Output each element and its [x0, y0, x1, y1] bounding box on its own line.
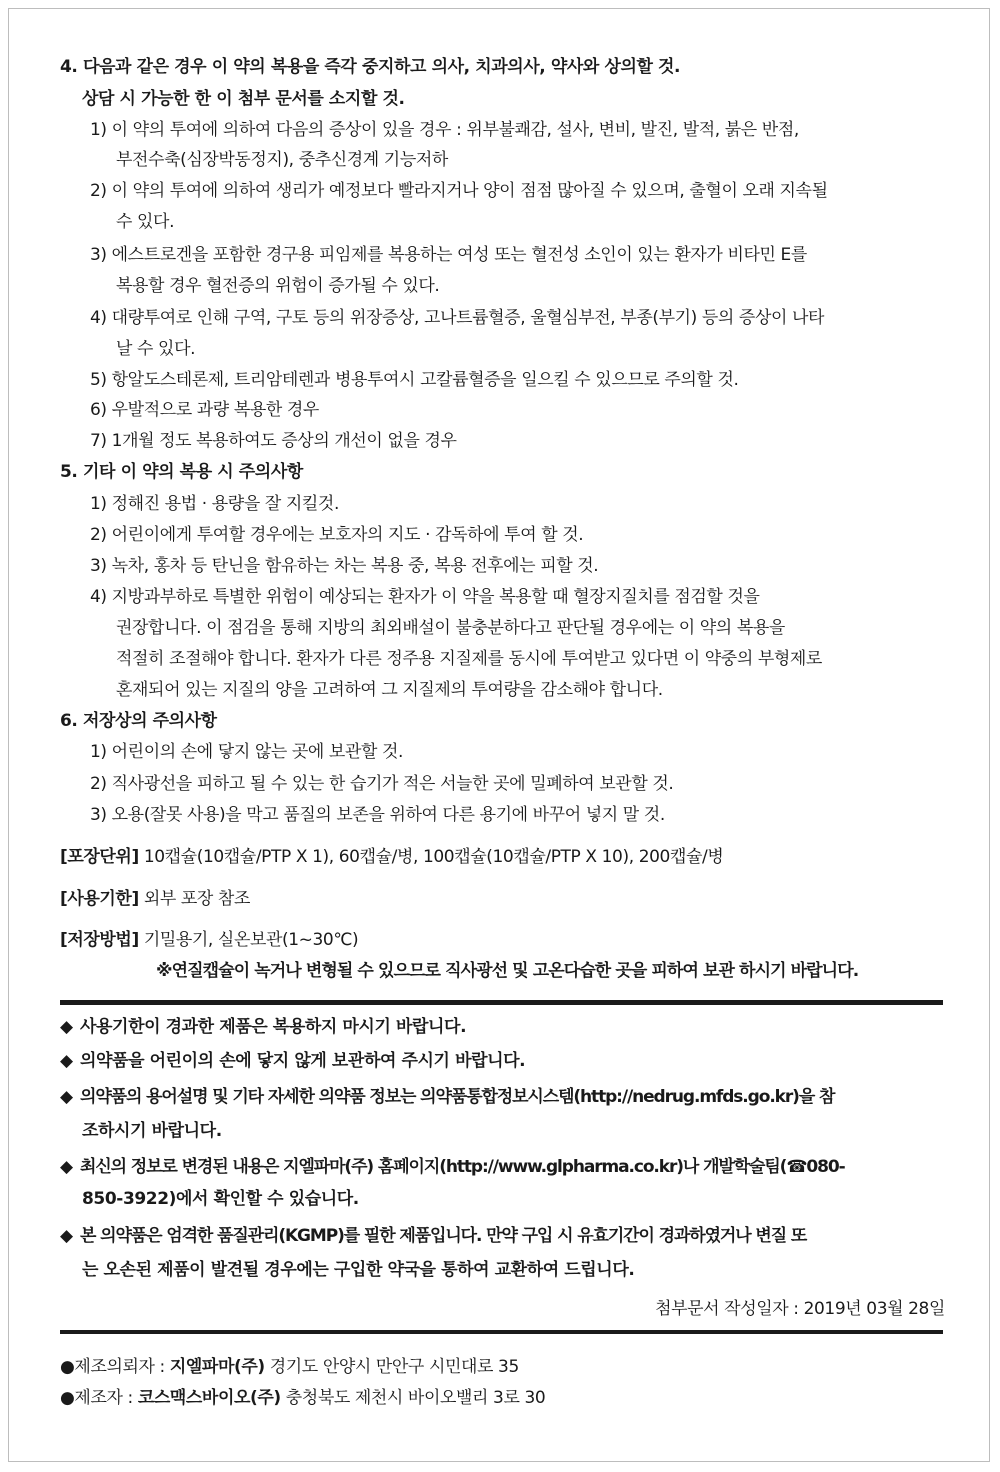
- notice-item: ◆ 사용기한이 경과한 제품은 복용하지 마시기 바랍니다.: [60, 1017, 467, 1037]
- notice-item: ◆ 본 의약품은 엄격한 품질관리(KGMP)를 필한 제품입니다. 만약 구입 시 유효기간이 경과하였거나 변질 또: [60, 1226, 807, 1246]
- storage-label: [저장방법]: [60, 930, 139, 950]
- section5-item: 혼재되어 있는 지질의 양을 고려하여 그 지질제의 투여량을 감소해야 합니다.: [116, 680, 663, 700]
- section5-heading: 5. 기타 이 약의 복용 시 주의사항: [60, 462, 303, 482]
- section6-item: 1) 어린이의 손에 닿지 않는 곳에 보관할 것.: [90, 742, 404, 762]
- section5-item: 4) 지방과부하로 특별한 위험이 예상되는 환자가 이 약을 복용할 때 혈장지질치를 점검할 것을: [90, 587, 760, 607]
- section5-item: 권장합니다. 이 점검을 통해 지방의 최외배설이 불충분하다고 판단될 경우에는 이 약의 복용을: [116, 618, 785, 638]
- maker-address: 충청북도 제천시 바이오밸리 3로 30: [280, 1388, 546, 1408]
- section4-item: 복용할 경우 혈전증의 위험이 증가될 수 있다.: [116, 276, 440, 296]
- diamond-bullet-icon: ◆: [60, 1017, 73, 1037]
- section4-item: 부전수축(심장박동정지), 중추신경계 기능저하: [116, 150, 448, 170]
- section4-item: 수 있다.: [116, 212, 175, 232]
- packaging-value: 10캡슐(10캡슐/PTP X 1), 60캡슐/병, 100캡슐(10캡슐/PTP X 10), 200캡슐/병: [138, 847, 724, 867]
- notice-item-cont: 는 오손된 제품이 발견될 경우에는 구입한 약국을 통하여 교환하여 드립니다.: [82, 1260, 635, 1280]
- section4-item: 날 수 있다.: [116, 339, 196, 359]
- storage-note: ※연질캡슐이 녹거나 변형될 수 있으므로 직사광선 및 고온다습한 곳을 피하여 보관 하시기 바랍니다.: [156, 961, 859, 981]
- section5-item: 3) 녹차, 홍차 등 탄닌을 함유하는 차는 복용 중, 복용 전후에는 피할 것.: [90, 556, 599, 576]
- consignor-prefix: ●제조의뢰자 :: [60, 1357, 170, 1377]
- document-date: 첨부문서 작성일자 : 2019년 03월 28일: [655, 1299, 945, 1319]
- divider-bottom: [60, 1330, 943, 1334]
- storage-value: 기밀용기, 실온보관(1~30℃): [138, 930, 359, 950]
- section4-item: 3) 에스트로겐을 포함한 경구용 피임제를 복용하는 여성 또는 혈전성 소인이 있는 환자가 비타민 E를: [90, 245, 807, 265]
- maker-name: 코스맥스바이오(주): [137, 1388, 281, 1408]
- expiry-label: [사용기한]: [60, 889, 139, 909]
- diamond-bullet-icon: ◆: [60, 1051, 73, 1071]
- maker-prefix: ●제조자 :: [60, 1388, 138, 1408]
- diamond-bullet-icon: ◆: [60, 1157, 72, 1177]
- consignor-address: 경기도 안양시 만안구 시민대로 35: [264, 1357, 519, 1377]
- section6-heading: 6. 저장상의 주의사항: [60, 711, 217, 731]
- diamond-bullet-icon: ◆: [60, 1226, 72, 1246]
- packaging-row: [60, 846, 723, 868]
- notice-item: ◆ 최신의 정보로 변경된 내용은 지엘파마(주) 홈페이지(http://www.glpharma.co.kr)나 개발학술팀(☎080-: [60, 1157, 845, 1177]
- section4-subheading: 상담 시 가능한 한 이 첨부 문서를 소지할 것.: [82, 89, 405, 109]
- section4-item: 5) 항알도스테론제, 트리암테렌과 병용투여시 고칼륨혈증을 일으킬 수 있으므로 주의할 것.: [90, 370, 739, 390]
- storage-row: [60, 929, 358, 951]
- packaging-label: [포장단위]: [60, 847, 139, 867]
- notice-item: ◆ 의약품을 어린이의 손에 닿지 않게 보관하여 주시기 바랍니다.: [60, 1051, 526, 1071]
- section4-item: 1) 이 약의 투여에 의하여 다음의 증상이 있을 경우 : 위부불쾌감, 설사, 변비, 발진, 발적, 붉은 반점,: [90, 120, 799, 140]
- section5-item: 2) 어린이에게 투여할 경우에는 보호자의 지도 · 감독하에 투여 할 것.: [90, 525, 584, 545]
- notice-item: ◆ 의약품의 용어설명 및 기타 자세한 의약품 정보는 의약품통합정보시스템(http://nedrug.mfds.go.kr)을 참: [60, 1087, 835, 1107]
- section6-item: 2) 직사광선을 피하고 될 수 있는 한 습기가 적은 서늘한 곳에 밀폐하여 보관할 것.: [90, 774, 674, 794]
- notice-item-cont: 850-3922)에서 확인할 수 있습니다.: [82, 1189, 359, 1209]
- expiry-value: 외부 포장 참조: [138, 889, 250, 909]
- section4-item: 7) 1개월 정도 복용하여도 증상의 개선이 없을 경우: [90, 431, 457, 451]
- section5-item: 1) 정해진 용법 · 용량을 잘 지킬것.: [90, 494, 339, 514]
- section4-item: 4) 대량투여로 인해 구역, 구토 등의 위장증상, 고나트륨혈증, 울혈심부전, 부종(부기) 등의 증상이 나타: [90, 308, 825, 328]
- consignor-row: [60, 1356, 519, 1378]
- consignor-name: 지엘파마(주): [169, 1357, 265, 1377]
- section6-item: 3) 오용(잘못 사용)을 막고 품질의 보존을 위하여 다른 용기에 바꾸어 넣지 말 것.: [90, 805, 665, 825]
- section4-heading: 4. 다음과 같은 경우 이 약의 복용을 즉각 중지하고 의사, 치과의사, 약사와 상의할 것.: [60, 57, 681, 77]
- section4-item: 2) 이 약의 투여에 의하여 생리가 예정보다 빨라지거나 양이 점점 많아질 수 있으며, 출혈이 오래 지속될: [90, 181, 828, 201]
- section5-item: 적절히 조절해야 합니다. 환자가 다른 정주용 지질제를 동시에 투여받고 있다면 이 약중의 부형제로: [116, 649, 822, 669]
- section4-item: 6) 우발적으로 과량 복용한 경우: [90, 400, 319, 420]
- divider-top: [60, 1000, 943, 1005]
- expiry-row: [60, 888, 250, 910]
- maker-row: [60, 1387, 545, 1409]
- diamond-bullet-icon: ◆: [60, 1087, 72, 1107]
- notice-item-cont: 조하시기 바랍니다.: [82, 1121, 222, 1141]
